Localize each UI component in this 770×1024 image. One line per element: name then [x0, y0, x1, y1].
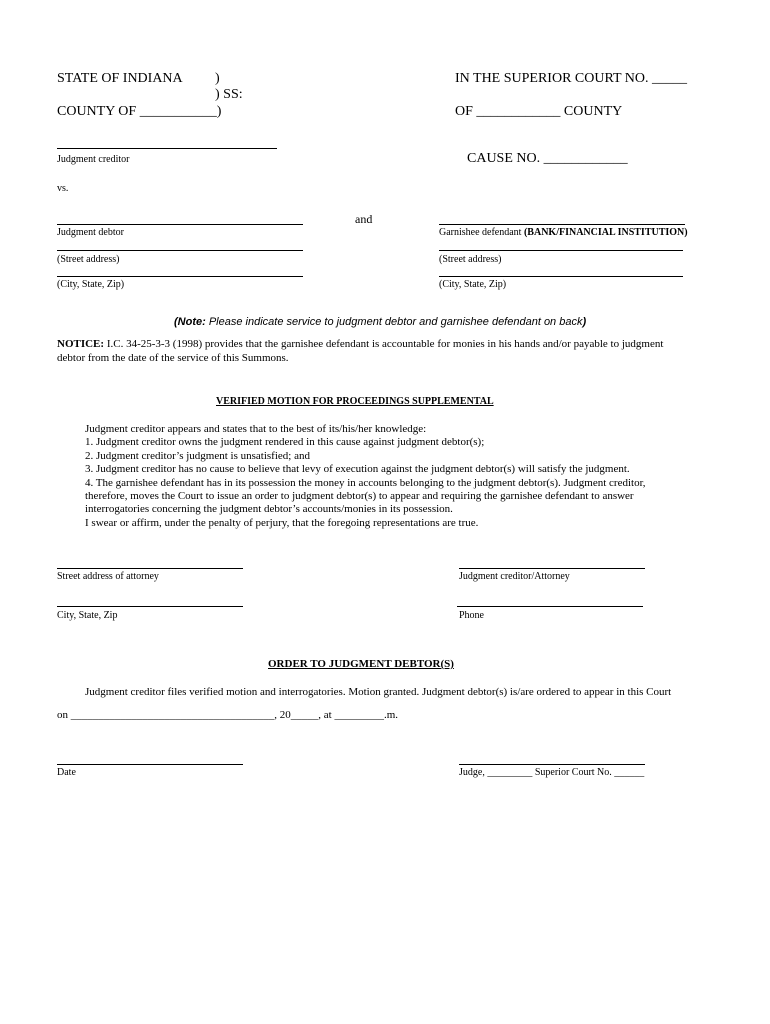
creditor-attorney-label: Judgment creditor/Attorney: [459, 571, 570, 582]
motion-line: 4. The garnishee defendant has in its possession the money in accounts belonging to the judgment debtor(s). Judgment creditor,: [85, 476, 646, 489]
debtor-name-line: [57, 224, 303, 225]
motion-line: interrogatories concerning the judgment debtor’s accounts/monies in its possession.: [85, 503, 453, 516]
ss-label: ) SS:: [215, 87, 243, 102]
phone-line: [457, 606, 643, 607]
motion-line: I swear or affirm, under the penalty of perjury, that the foregoing representations are true.: [85, 516, 479, 529]
notice-line-2: debtor from the date of the service of this Summons.: [57, 352, 289, 364]
phone-label: Phone: [459, 610, 484, 621]
creditor-label: Judgment creditor: [57, 154, 130, 165]
garnishee-street-label: (Street address): [439, 254, 502, 265]
attorney-city-line: [57, 606, 243, 607]
garnishee-name-line: [439, 224, 685, 225]
note-suffix: ): [582, 316, 587, 328]
date-line: [57, 764, 243, 765]
caption-paren: ): [215, 71, 220, 86]
versus-label: vs.: [57, 183, 69, 194]
note-prefix: (Note:: [174, 316, 209, 328]
motion-line: Judgment creditor appears and states that to the best of its/his/her knowledge:: [85, 423, 427, 435]
garnishee-institution-text: (BANK/FINANCIAL INSTITUTION): [523, 227, 688, 238]
judge-label: Judge, _________ Superior Court No. ______: [459, 767, 645, 778]
county-label: COUNTY OF ___________): [57, 104, 222, 119]
service-note: [174, 316, 586, 328]
creditor-signature-line: [57, 148, 277, 149]
cause-number-label: CAUSE NO. ____________: [467, 151, 628, 166]
motion-line: therefore, moves the Court to issue an order to judgment debtor(s) to appear and requiring the garnishee defendant to answer: [85, 490, 634, 503]
debtor-label: Judgment debtor: [57, 227, 124, 238]
garnishee-label: [439, 227, 688, 238]
garnishee-city-label: (City, State, Zip): [439, 279, 507, 290]
motion-line: 3. Judgment creditor has no cause to believe that levy of execution against the judgment debtor(s) will satisfy the judgment.: [85, 463, 630, 476]
motion-line: 1. Judgment creditor owns the judgment rendered in this cause against judgment debtor(s);: [85, 436, 485, 449]
order-heading: ORDER TO JUDGMENT DEBTOR(S): [268, 658, 454, 670]
notice-label: NOTICE:: [57, 338, 105, 350]
debtor-city-line: [57, 276, 303, 277]
order-line-2: on _____________________________________, 20_____, at _________.m.: [57, 709, 398, 721]
order-line-1: Judgment creditor files verified motion and interrogatories. Motion granted. Judgment debtor(s) is/are ordered to appear in this Court: [85, 686, 672, 698]
debtor-street-label: (Street address): [57, 254, 120, 265]
note-text: Please indicate service to judgment debtor and garnishee defendant on back: [208, 316, 583, 328]
notice-line-1: [57, 338, 663, 351]
attorney-street-line: [57, 568, 243, 569]
court-county-label: OF ____________ COUNTY: [455, 104, 623, 119]
motion-line: 2. Judgment creditor’s judgment is unsatisfied; and: [85, 449, 310, 462]
garnishee-city-line: [439, 276, 683, 277]
and-label: and: [355, 212, 373, 226]
attorney-street-label: Street address of attorney: [57, 571, 159, 582]
date-label: Date: [57, 767, 76, 778]
debtor-street-line: [57, 250, 303, 251]
court-label: IN THE SUPERIOR COURT NO. _____: [455, 71, 687, 86]
judge-line: [459, 764, 645, 765]
motion-body: [85, 423, 646, 530]
state-label: STATE OF INDIANA: [57, 71, 183, 86]
notice-text-1: I.C. 34-25-3-3 (1998) provides that the garnishee defendant is accountable for monies in his hands and/or payable to judgment: [104, 338, 664, 350]
garnishee-label-text: Garnishee defendant: [439, 227, 524, 238]
motion-heading: VERIFIED MOTION FOR PROCEEDINGS SUPPLEMENTAL: [216, 396, 494, 407]
garnishee-street-line: [439, 250, 683, 251]
attorney-city-label: City, State, Zip: [57, 610, 118, 621]
creditor-attorney-line: [459, 568, 645, 569]
debtor-city-label: (City, State, Zip): [57, 279, 125, 290]
